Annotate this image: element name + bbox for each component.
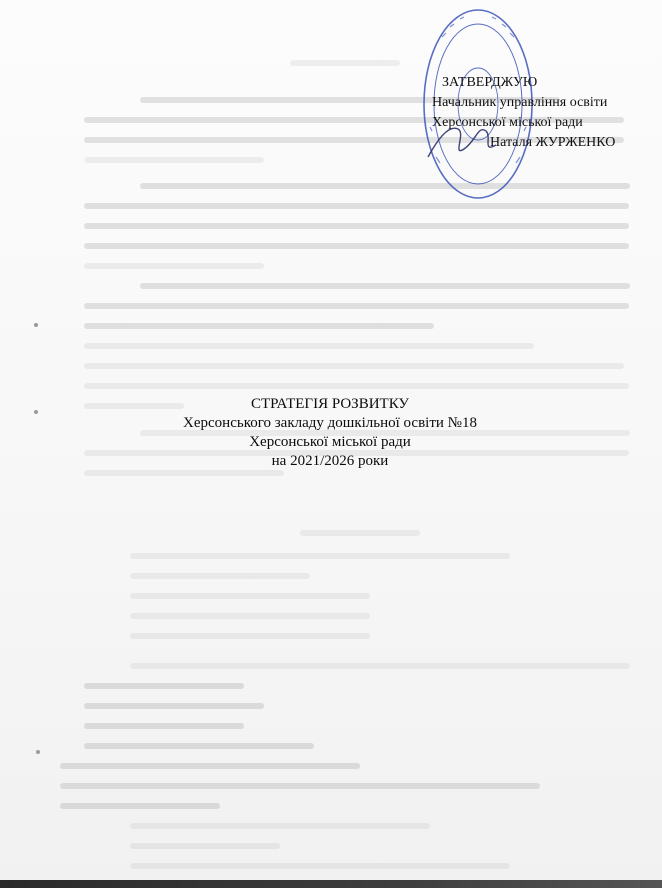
approver-name: Наталя ЖУРЖЕНКО (490, 135, 616, 150)
scanner-edge (0, 880, 662, 888)
approval-heading: ЗАТВЕРДЖУЮ (442, 75, 538, 90)
approval-block (432, 73, 660, 153)
punch-hole-mark (34, 410, 38, 414)
document-title-block (130, 395, 530, 471)
institution-name: Херсонського закладу дошкільної освіти №18 (183, 415, 477, 431)
document-title: СТРАТЕГІЯ РОЗВИТКУ (250, 396, 410, 412)
punch-hole-mark (34, 323, 38, 327)
strategy-period: на 2021/2026 роки (271, 453, 389, 469)
punch-hole-mark (36, 750, 40, 754)
approver-position: Начальник управління освіти (432, 95, 608, 110)
city-council: Херсонської міської ради (249, 434, 411, 450)
approver-organization: Херсонської міської ради (432, 115, 583, 130)
